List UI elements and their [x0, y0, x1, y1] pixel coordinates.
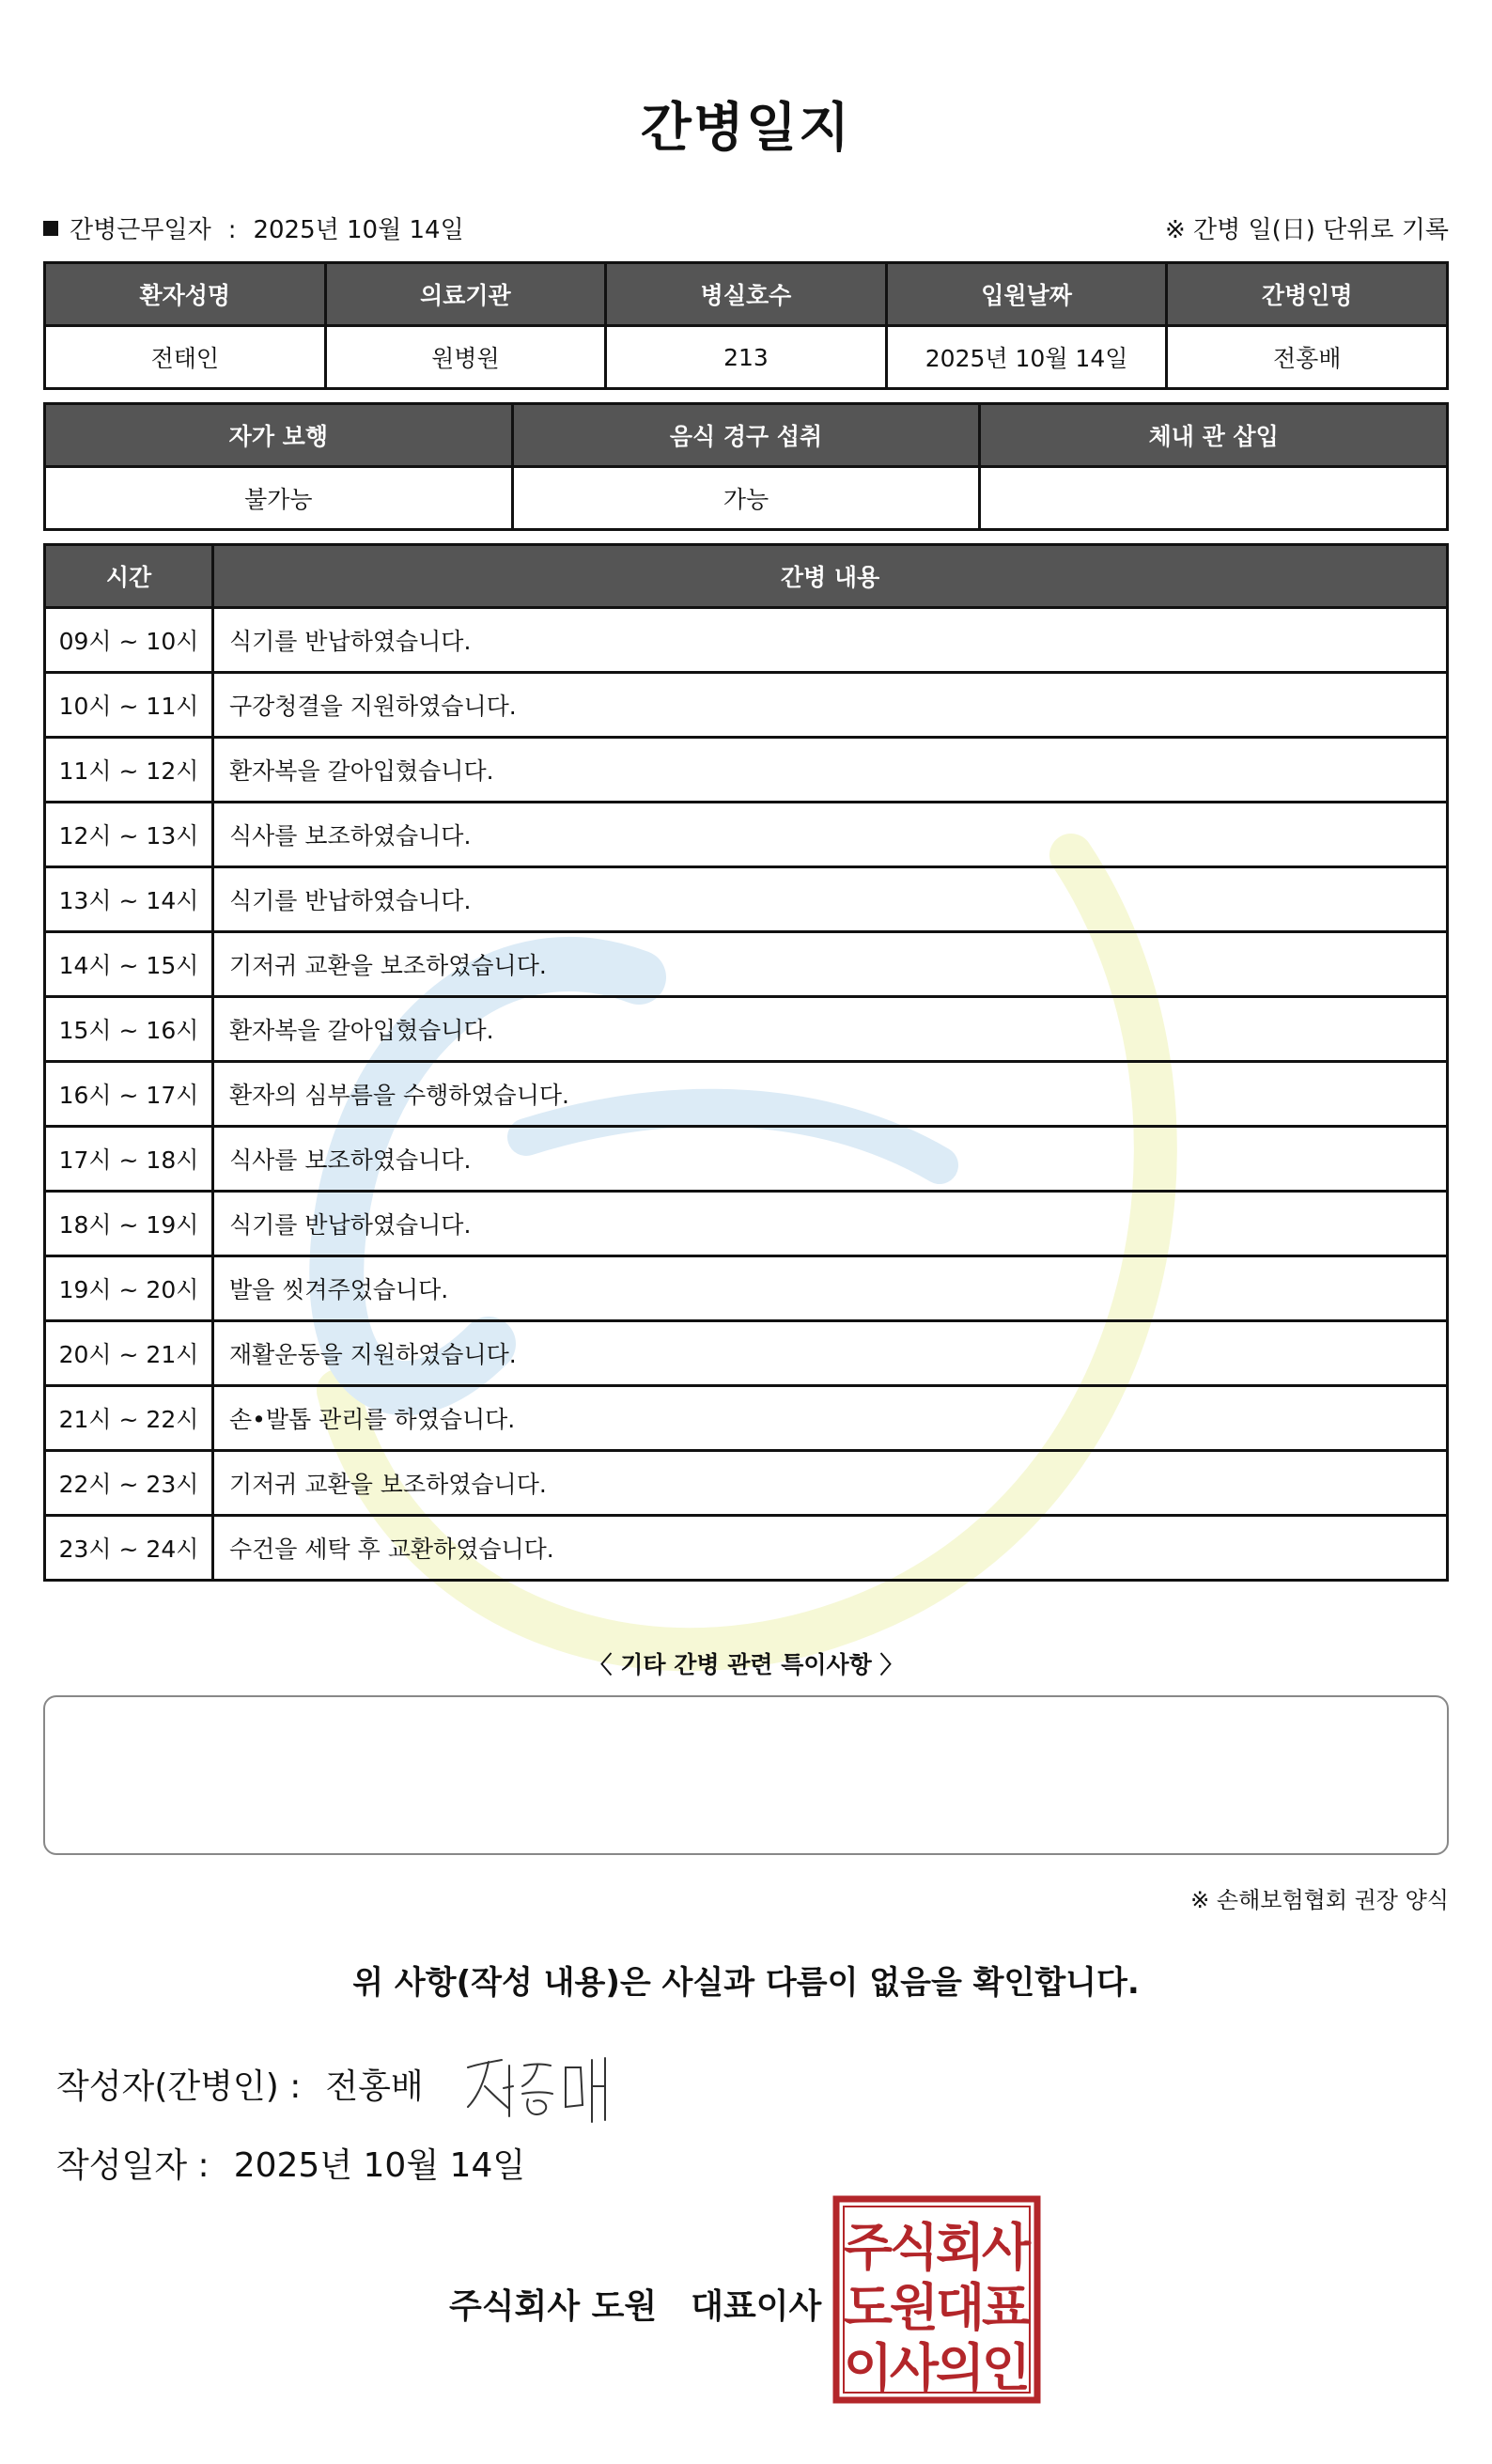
institution: 원병원 [325, 326, 606, 389]
header-oral-intake: 음식 경구 섭취 [512, 404, 980, 467]
header-patient-name: 환자성명 [45, 263, 326, 326]
header-time: 시간 [45, 545, 213, 608]
self-walking-value: 불가능 [45, 467, 513, 530]
log-time: 09시 ~ 10시 [45, 608, 213, 673]
log-task: 식기를 반납하였습니다. [213, 867, 1448, 932]
log-time: 17시 ~ 18시 [45, 1127, 213, 1192]
table-row [45, 673, 1448, 738]
square-bullet-icon [43, 221, 58, 236]
log-task: 환자복을 갈아입혔습니다. [213, 738, 1448, 803]
log-task: 식사를 보조하였습니다. [213, 803, 1448, 867]
log-task: 기저귀 교환을 보조하였습니다. [213, 932, 1448, 997]
table-row [45, 932, 1448, 997]
company-title: 대표이사 [691, 2287, 822, 2326]
confirmation-statement: 위 사항(작성 내용)은 사실과 다름이 없음을 확인합니다. [352, 1964, 1140, 2002]
table-header-row [45, 404, 1448, 467]
oral-intake-value: 가능 [512, 467, 980, 530]
company-line [449, 2280, 821, 2328]
header-room-number: 병실호수 [606, 263, 887, 326]
document-title: 간병일지 [640, 98, 852, 159]
seal-char: 인 [981, 2338, 1032, 2397]
seal-char: 회 [935, 2218, 986, 2277]
log-time: 22시 ~ 23시 [45, 1451, 213, 1516]
log-task: 환자복을 갈아입혔습니다. [213, 997, 1448, 1062]
table-header-row [45, 263, 1448, 326]
company-name: 주식회사 도원 [449, 2287, 658, 2326]
table-row [45, 738, 1448, 803]
seal-char: 사 [981, 2218, 1032, 2277]
log-task: 발을 씻겨주었습니다. [213, 1256, 1448, 1321]
log-time: 13시 ~ 14시 [45, 867, 213, 932]
seal-char: 표 [981, 2278, 1032, 2337]
work-date-value: 2025년 10월 14일 [253, 216, 464, 244]
table-row [45, 326, 1448, 389]
log-task: 구강청결을 지원하였습니다. [213, 673, 1448, 738]
log-time: 21시 ~ 22시 [45, 1386, 213, 1451]
table-row [45, 803, 1448, 867]
log-task: 재활운동을 지원하였습니다. [213, 1321, 1448, 1386]
patient-status-table [43, 402, 1449, 531]
table-row [45, 1127, 1448, 1192]
log-time: 11시 ~ 12시 [45, 738, 213, 803]
room-number: 213 [606, 326, 887, 389]
written-date-line [56, 2139, 525, 2187]
writer-line [56, 2060, 424, 2108]
log-time: 19시 ~ 20시 [45, 1256, 213, 1321]
header-caregiver-name: 간병인명 [1167, 263, 1448, 326]
table-row [45, 1516, 1448, 1581]
work-date-separator: : [227, 216, 237, 244]
writer-name: 전홍배 [325, 2067, 424, 2106]
log-time: 10시 ~ 11시 [45, 673, 213, 738]
recommendation-note: ※ 손해보험협회 권장 양식 [1190, 1887, 1449, 1913]
log-task: 식기를 반납하였습니다. [213, 608, 1448, 673]
work-date-label: 간병근무일자 [70, 216, 211, 244]
log-task: 환자의 심부름을 수행하였습니다. [213, 1062, 1448, 1127]
log-time: 14시 ~ 15시 [45, 932, 213, 997]
table-row [45, 1386, 1448, 1451]
written-date-label: 작성일자 : [56, 2146, 210, 2185]
patient-info-table [43, 261, 1449, 390]
log-task: 기저귀 교환을 보조하였습니다. [213, 1451, 1448, 1516]
header-self-walking: 자가 보행 [45, 404, 513, 467]
log-time: 16시 ~ 17시 [45, 1062, 213, 1127]
table-row [45, 1256, 1448, 1321]
seal-char: 이 [843, 2338, 894, 2397]
header-care-content: 간병 내용 [213, 545, 1448, 608]
company-seal-stamp [832, 2195, 1041, 2404]
log-time: 23시 ~ 24시 [45, 1516, 213, 1581]
log-task: 수건을 세탁 후 교환하였습니다. [213, 1516, 1448, 1581]
tube-insertion-value [980, 467, 1448, 530]
seal-char: 대 [935, 2278, 986, 2337]
header-admission-date: 입원날짜 [886, 263, 1167, 326]
patient-name: 전태인 [45, 326, 326, 389]
seal-char: 사 [889, 2338, 940, 2397]
log-time: 20시 ~ 21시 [45, 1321, 213, 1386]
log-task: 식사를 보조하였습니다. [213, 1127, 1448, 1192]
notes-title: 〈 기타 간병 관련 특이사항 〉 [588, 1651, 904, 1678]
admission-date: 2025년 10월 14일 [886, 326, 1167, 389]
seal-char: 주 [843, 2218, 894, 2277]
notes-box [43, 1695, 1449, 1855]
seal-char: 도 [843, 2278, 894, 2337]
table-row [45, 608, 1448, 673]
written-date-value: 2025년 10월 14일 [233, 2146, 526, 2185]
seal-char: 원 [889, 2278, 940, 2337]
handwritten-signature [460, 2039, 620, 2133]
care-log-table [43, 543, 1449, 1582]
table-row [45, 467, 1448, 530]
work-date-line [43, 211, 464, 245]
table-row [45, 1062, 1448, 1127]
table-row [45, 867, 1448, 932]
table-header-row [45, 545, 1448, 608]
table-row [45, 1321, 1448, 1386]
log-time: 15시 ~ 16시 [45, 997, 213, 1062]
table-row [45, 997, 1448, 1062]
header-tube-insertion: 체내 관 삽입 [980, 404, 1448, 467]
header-institution: 의료기관 [325, 263, 606, 326]
writer-label: 작성자(간병인) : [56, 2067, 302, 2106]
unit-note: ※ 간병 일(日) 단위로 기록 [1164, 216, 1449, 244]
caregiver-name: 전홍배 [1167, 326, 1448, 389]
log-time: 12시 ~ 13시 [45, 803, 213, 867]
log-time: 18시 ~ 19시 [45, 1192, 213, 1256]
table-row [45, 1192, 1448, 1256]
seal-char: 식 [889, 2218, 940, 2277]
seal-char: 의 [935, 2338, 986, 2397]
log-task: 식기를 반납하였습니다. [213, 1192, 1448, 1256]
table-row [45, 1451, 1448, 1516]
log-task: 손•발톱 관리를 하였습니다. [213, 1386, 1448, 1451]
